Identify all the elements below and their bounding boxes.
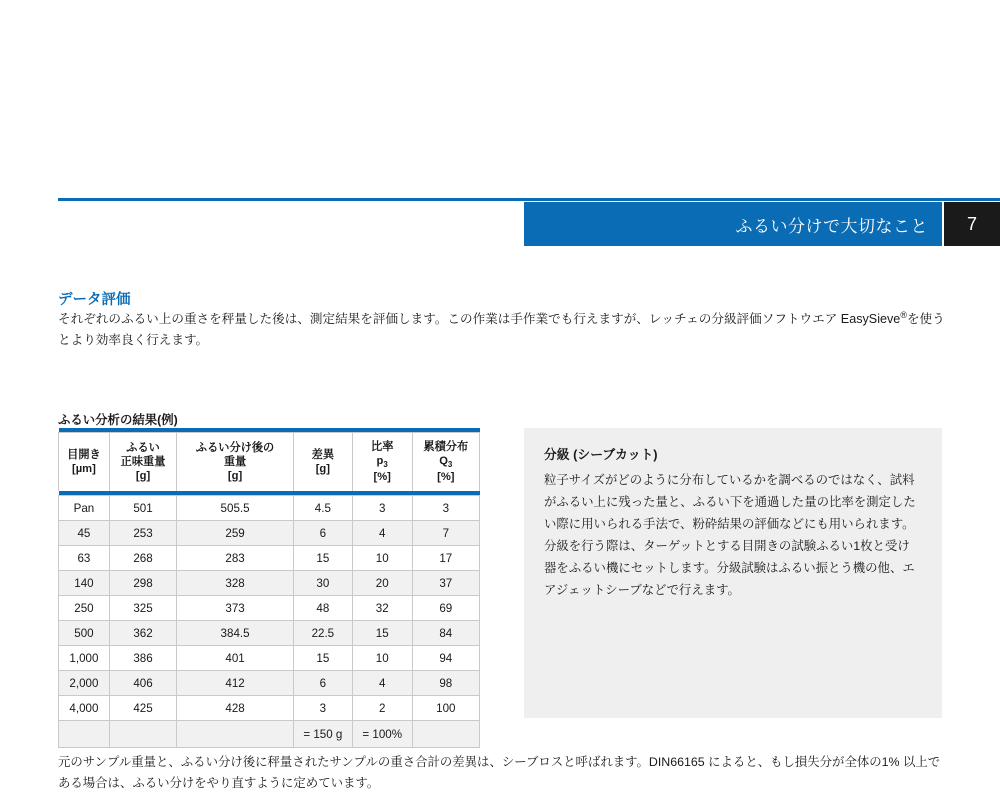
header-line-3: [g] bbox=[315, 463, 330, 475]
total-cell-tare bbox=[109, 721, 176, 748]
column-header-tare-weight bbox=[109, 433, 176, 492]
table-row bbox=[59, 571, 480, 596]
header-subscript: 3 bbox=[447, 460, 453, 470]
trademark-mark: ® bbox=[900, 310, 907, 320]
cell-aperture: Pan bbox=[59, 496, 110, 521]
table-row bbox=[59, 496, 480, 521]
cell-difference: 6 bbox=[293, 521, 352, 546]
cell-ratio: 20 bbox=[352, 571, 412, 596]
cell-after: 505.5 bbox=[177, 496, 294, 521]
cell-difference: 3 bbox=[293, 696, 352, 721]
column-header-aperture bbox=[59, 433, 110, 492]
header-line-2: 重量 bbox=[223, 456, 247, 468]
table-row bbox=[59, 596, 480, 621]
cell-tare: 253 bbox=[109, 521, 176, 546]
cell-ratio: 2 bbox=[352, 696, 412, 721]
cell-cumulative: 69 bbox=[412, 596, 479, 621]
cell-aperture: 63 bbox=[59, 546, 110, 571]
column-header-difference bbox=[293, 433, 352, 492]
cell-cumulative: 37 bbox=[412, 571, 479, 596]
header-line-3: [%] bbox=[373, 471, 391, 484]
cell-ratio: 4 bbox=[352, 521, 412, 546]
cell-tare: 268 bbox=[109, 546, 176, 571]
total-cell-difference: = 150 g bbox=[293, 721, 352, 748]
note-title: 分級 (シーブカット) bbox=[544, 447, 658, 462]
cell-difference: 30 bbox=[293, 571, 352, 596]
cell-tare: 325 bbox=[109, 596, 176, 621]
table-row bbox=[59, 621, 480, 646]
header-line-2 bbox=[353, 454, 412, 470]
table-caption: ふるい分析の結果(例) bbox=[58, 413, 178, 427]
total-cell-after bbox=[177, 721, 294, 748]
footer-paragraph: 元のサンプル重量と、ふるい分け後に秤量されたサンプルの重さ合計の差異は、シーブロスと呼ばれます。DIN66165 によると、もし損失分が全体の1% 以上である場合は、ふるい分けをやり直すように定めています。 bbox=[58, 755, 941, 791]
sieve-cut-note bbox=[524, 428, 942, 718]
cell-ratio: 10 bbox=[352, 546, 412, 571]
cell-tare: 298 bbox=[109, 571, 176, 596]
cell-after: 328 bbox=[177, 571, 294, 596]
cell-aperture: 140 bbox=[59, 571, 110, 596]
total-cell-aperture bbox=[59, 721, 110, 748]
cell-after: 428 bbox=[177, 696, 294, 721]
header-line-2: 正味重量 bbox=[120, 456, 166, 468]
total-cell-ratio: = 100% bbox=[352, 721, 412, 748]
cell-cumulative: 17 bbox=[412, 546, 479, 571]
cell-aperture: 2,000 bbox=[59, 671, 110, 696]
cell-after: 412 bbox=[177, 671, 294, 696]
cell-difference: 15 bbox=[293, 646, 352, 671]
cell-aperture: 4,000 bbox=[59, 696, 110, 721]
table-body bbox=[59, 496, 480, 748]
header-line-1: 目開き bbox=[67, 449, 101, 461]
sieve-results-table bbox=[58, 428, 480, 748]
cell-tare: 501 bbox=[109, 496, 176, 521]
cell-tare: 386 bbox=[109, 646, 176, 671]
cell-aperture: 1,000 bbox=[59, 646, 110, 671]
table-row bbox=[59, 671, 480, 696]
cell-after: 283 bbox=[177, 546, 294, 571]
column-header-weight-after-sieving bbox=[177, 433, 294, 492]
cell-difference: 22.5 bbox=[293, 621, 352, 646]
cell-cumulative: 84 bbox=[412, 621, 479, 646]
table-header-row bbox=[59, 433, 480, 492]
intro-paragraph bbox=[58, 308, 948, 350]
column-header-ratio bbox=[352, 433, 412, 492]
column-header-cumulative bbox=[412, 433, 479, 492]
intro-paragraph-main: それぞれのふるい上の重さを秤量した後は、測定結果を評価します。この作業は手作業でも行えますが、レッチェの分級評価ソフトウエア EasySieve bbox=[58, 312, 901, 327]
header-line-2 bbox=[413, 454, 479, 470]
section-heading: データ評価 bbox=[58, 292, 131, 308]
note-body: 粒子サイズがどのように分布しているかを調べるのではなく、試料がふるい上に残った量と、ふるい下を通過した量の比率を測定したい際に用いられる手法で、粉砕結果の評価などにも用いられます。分級を行う際は、ターゲットとする目開きの試験ふるい1枚と受け器をふるい機にセットします。分級試験はふるい振とう機の他、エアジェットシーブなどで行えます。 bbox=[544, 473, 916, 598]
cell-difference: 6 bbox=[293, 671, 352, 696]
table-row bbox=[59, 546, 480, 571]
cell-tare: 425 bbox=[109, 696, 176, 721]
table-row bbox=[59, 696, 480, 721]
header-rule bbox=[58, 198, 1000, 201]
page-number: 7 bbox=[944, 202, 1000, 246]
cell-ratio: 32 bbox=[352, 596, 412, 621]
cell-difference: 48 bbox=[293, 596, 352, 621]
header-title-bar bbox=[524, 202, 942, 246]
table-total-row bbox=[59, 721, 480, 748]
cell-aperture: 500 bbox=[59, 621, 110, 646]
header-line-3: [g] bbox=[227, 470, 243, 482]
total-cell-cumulative bbox=[412, 721, 479, 748]
header-line-1: 累積分布 bbox=[423, 440, 469, 453]
cell-cumulative: 7 bbox=[412, 521, 479, 546]
cell-tare: 406 bbox=[109, 671, 176, 696]
cell-after: 259 bbox=[177, 521, 294, 546]
cell-after: 384.5 bbox=[177, 621, 294, 646]
header-line-1: 比率 bbox=[371, 440, 394, 453]
cell-ratio: 4 bbox=[352, 671, 412, 696]
cell-after: 401 bbox=[177, 646, 294, 671]
cell-difference: 4.5 bbox=[293, 496, 352, 521]
table-row bbox=[59, 521, 480, 546]
header-line-1: 差異 bbox=[311, 449, 335, 461]
cell-ratio: 10 bbox=[352, 646, 412, 671]
header-subscript: 3 bbox=[383, 460, 388, 470]
cell-tare: 362 bbox=[109, 621, 176, 646]
header-line-1: ふるい分け後の bbox=[195, 442, 275, 454]
cell-ratio: 3 bbox=[352, 496, 412, 521]
header-line-1: ふるい bbox=[126, 442, 160, 454]
header-symbol-q: Q bbox=[439, 454, 448, 467]
cell-cumulative: 100 bbox=[412, 696, 479, 721]
cell-cumulative: 94 bbox=[412, 646, 479, 671]
table-row bbox=[59, 646, 480, 671]
cell-ratio: 15 bbox=[352, 621, 412, 646]
header-line-3: [%] bbox=[437, 471, 455, 484]
cell-after: 373 bbox=[177, 596, 294, 621]
cell-aperture: 250 bbox=[59, 596, 110, 621]
header-line-3: [g] bbox=[135, 470, 151, 482]
cell-aperture: 45 bbox=[59, 521, 110, 546]
intro-paragraph-cont: を使うとより効率良く行えます。 bbox=[58, 312, 945, 347]
cell-cumulative: 98 bbox=[412, 671, 479, 696]
page-title: ふるい分けで大切なこと bbox=[735, 216, 928, 236]
cell-difference: 15 bbox=[293, 546, 352, 571]
header-line-3: [µm] bbox=[72, 463, 96, 475]
header-symbol-p: p bbox=[376, 454, 384, 467]
cell-cumulative: 3 bbox=[412, 496, 479, 521]
